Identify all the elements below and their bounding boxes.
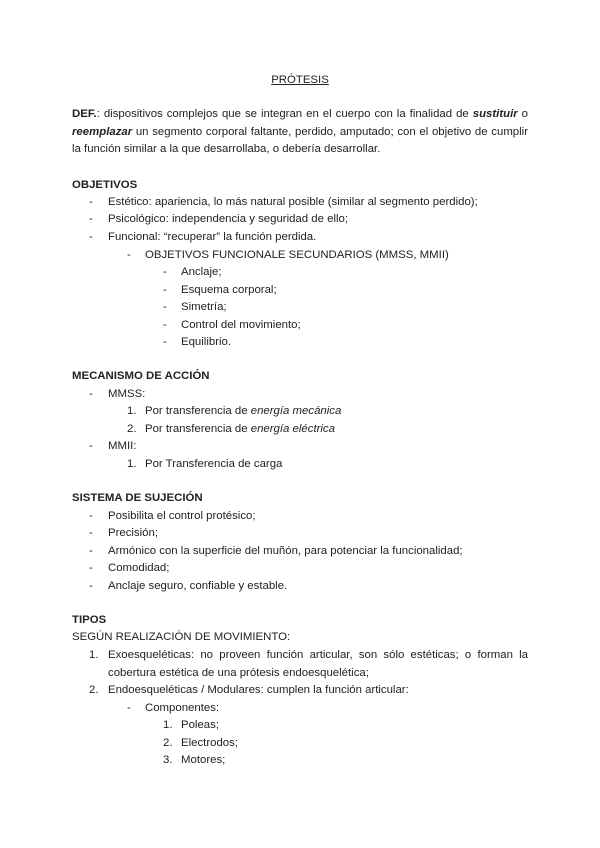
definition-paragraph [72,106,528,159]
definition-keyword-sustituir: sustituir [472,108,518,120]
list-number: 2. [163,737,173,749]
sujecion-item: Precisión; [108,527,159,539]
sujecion-item: Anclaje seguro, confiable y estable. [108,580,288,592]
objetivos-item: Estético: apariencia, lo más natural posible (similar al segmento perdido); [108,196,478,208]
list-number: 3. [163,754,173,766]
bullet-dash: - [163,266,167,278]
objetivos-sub-heading: OBJETIVOS FUNCIONALE SECUNDARIOS (MMSS, MMII) [145,249,449,261]
bullet-dash: - [89,388,93,400]
objetivos-sub-item: Control del movimiento; [181,319,301,331]
bullet-dash: - [89,580,93,592]
sujecion-item: Posibilita el control protésico; [108,510,256,522]
list-number: 1. [163,719,173,731]
componentes-label: Componentes: [145,702,220,714]
bullet-dash: - [163,319,167,331]
list-number: 1. [89,649,99,661]
tipos-item: Endoesqueléticas / Modulares: cumplen la función articular: [108,684,409,696]
objetivos-sub-item: Anclaje; [181,266,222,278]
sujecion-heading: SISTEMA DE SUJECIÓN [72,492,203,504]
sujecion-item: Comodidad; [108,562,170,574]
mmss-item [145,421,335,439]
bullet-dash: - [89,231,93,243]
objetivos-sub-item: Esquema corporal; [181,284,277,296]
mmss-label: MMSS: [108,388,146,400]
list-number: 2. [89,684,99,696]
mmss-item [145,403,341,421]
bullet-dash: - [89,527,93,539]
componente-item: Poleas; [181,719,219,731]
bullet-dash: - [163,284,167,296]
definition-text-1: dispositivos complejos que se integran en el cuerpo con la finalidad de [99,108,473,120]
bullet-dash: - [127,702,131,714]
objetivos-item: Funcional: “recuperar” la función perdida. [108,231,317,243]
page-title: PRÓTESIS [271,74,329,86]
componente-item: Motores; [181,754,226,766]
tipos-subheading: SEGÚN REALIZACIÓN DE MOVIMIENTO: [72,631,291,643]
definition-colon: : [96,108,100,120]
bullet-dash: - [89,196,93,208]
list-number: 2. [127,423,137,435]
objetivos-item: Psicológico: independencia y seguridad de ello; [108,213,348,225]
bullet-dash: - [89,545,93,557]
bullet-dash: - [89,213,93,225]
definition-text-3: un segmento corporal faltante, perdido, amputado; con el objetivo de cumplir la función similar a la que desarrollaba, o debería desarrollar. [72,125,528,156]
componente-item: Electrodos; [181,737,238,749]
list-number: 1. [127,458,137,470]
bullet-dash: - [89,562,93,574]
list-number: 1. [127,405,137,417]
tipos-item: Exoesqueléticas: no proveen función articular, son sólo estéticas; o forman la cobertura estética de una prótesis endoesquelética; [108,649,528,679]
sujecion-item: Armónico con la superficie del muñón, para potenciar la funcionalidad; [108,545,463,557]
tipos-heading: TIPOS [72,614,107,626]
objetivos-sub-item: Simetría; [181,301,227,313]
bullet-dash: - [127,249,131,261]
objetivos-heading: OBJETIVOS [72,179,138,191]
definition-text-2: o [517,108,528,120]
bullet-dash: - [163,301,167,313]
mmss-item-text: Por transferencia de [145,405,251,417]
mmss-item-emphasis: energía eléctrica [250,423,335,435]
bullet-dash: - [89,510,93,522]
mmii-item: Por Transferencia de carga [145,458,283,470]
mmss-item-text: Por transferencia de [145,423,251,435]
definition-keyword-reemplazar: reemplazar [72,125,133,138]
mecanismo-heading: MECANISMO DE ACCIÓN [72,370,210,382]
bullet-dash: - [89,440,93,452]
bullet-dash: - [163,336,167,348]
definition-label: DEF. [72,108,97,120]
mmss-item-emphasis: energía mecánica [250,405,342,417]
mmii-label: MMII: [108,440,137,452]
objetivos-sub-item: Equilibrio. [181,336,232,348]
